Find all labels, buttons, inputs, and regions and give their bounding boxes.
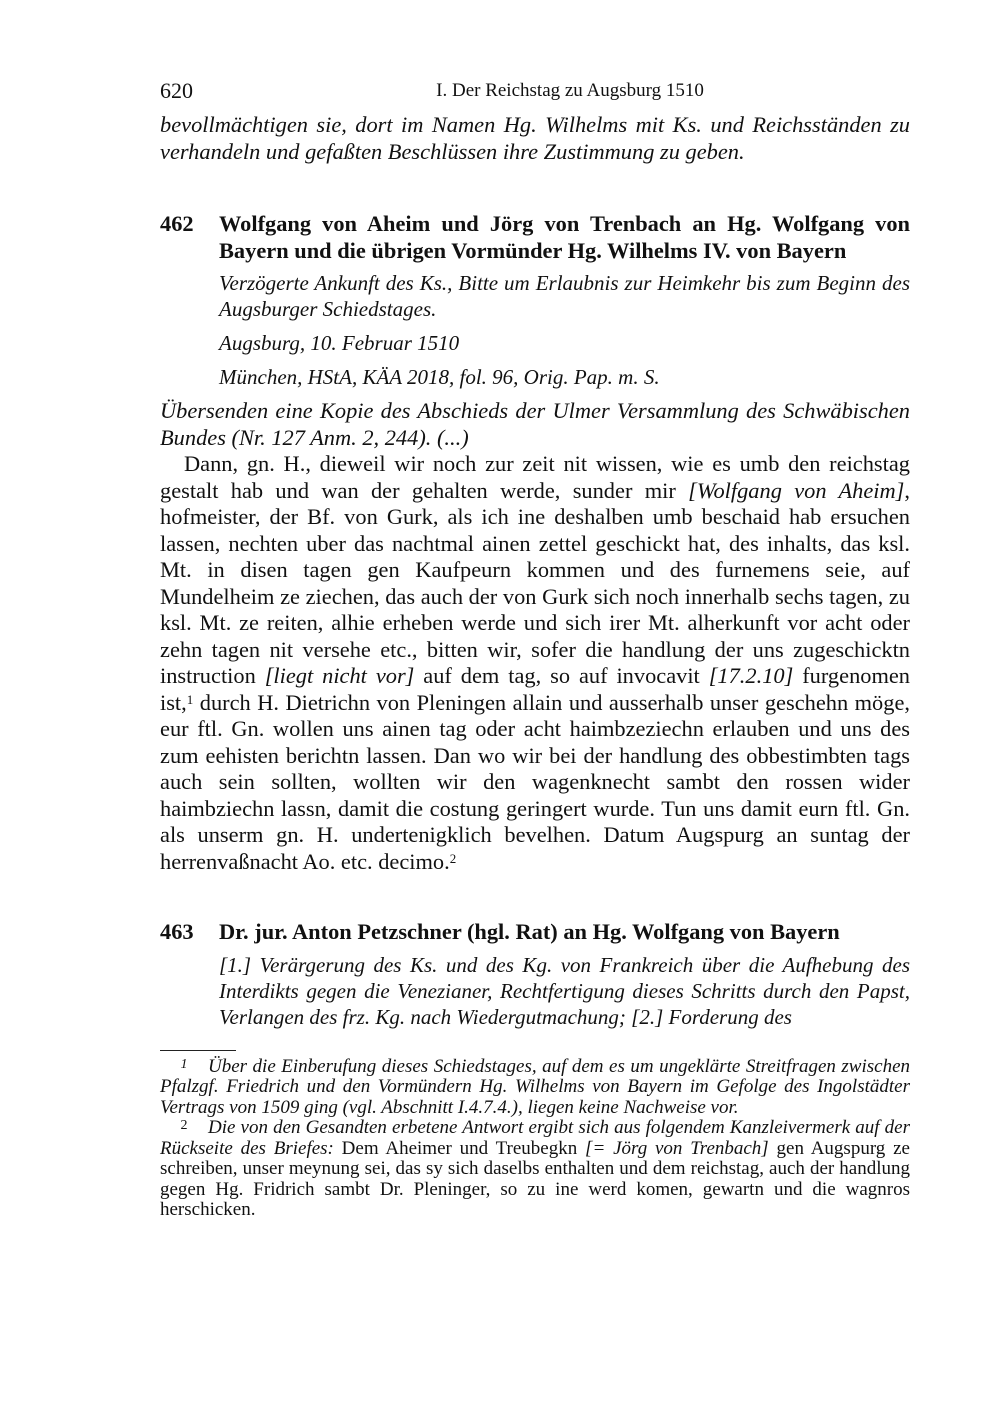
footnote-ref-2[interactable]: 2 — [449, 850, 457, 866]
footnote-number: 1 — [180, 1056, 188, 1072]
page-number: 620 — [160, 78, 193, 103]
footnote-1 — [160, 1057, 910, 1119]
editorial-note: [Wolfgang von Aheim] — [688, 477, 905, 503]
text-segment: furgenomen ist, — [160, 663, 911, 715]
running-header — [160, 78, 910, 108]
source-reference: München, HStA, KÄA 2018, fol. 96, Orig. Pap. m. S. — [219, 365, 660, 389]
footnote-2 — [160, 1118, 910, 1221]
page — [160, 78, 910, 1221]
editorial-note: [= Jörg von Trenbach] — [585, 1137, 769, 1159]
text-segment: Dann, gn. H., dieweil wir noch zur zeit nit wissen, wie es umb den reichstag gestalt hab und wan der gehalten werde, sunder mir — [160, 451, 910, 503]
editorial-note: [17.2.10] — [708, 663, 794, 688]
document-heading: Dr. jur. Anton Petzschner (hgl. Rat) an Hg. Wolfgang von Bayern — [219, 919, 840, 944]
footnote-text: Dem Aheimer und Treubegkn — [333, 1137, 586, 1159]
footnote-text: Die von den Gesandten erbetene Antwort ergibt sich aus folgendem Kanzleivermerk auf der Rückseite des Briefes: — [160, 1117, 910, 1159]
regest: Verzögerte Ankunft des Ks., Bitte um Erlaubnis zur Heimkehr bis zum Beginn des Augsburger Schiedstages. — [219, 271, 910, 321]
editorial-note: [liegt nicht vor] — [264, 663, 415, 688]
regest: [1.] Verärgerung des Ks. und des Kg. von Frankreich über die Aufhebung des Interdikts gegen die Venezianer, Rechtfertigung dieses Schritts durch den Papst, Verlangen des frz. Kg. nach Wiedergutmachung; [2.] Forderung des — [219, 952, 910, 1029]
footnote-number: 2 — [180, 1118, 188, 1133]
footnote-text: gen Augspurg ze schreiben, unser meynung sei, das sy sich daselbs enthalten und dem reichstag, auch der handlung gegen Hg. Fridrich sambt Dr. Pleninger, so zu ine werd komen, gewartn und die wagnros herschicken. — [160, 1137, 910, 1220]
intro-text: bevollmächtigen sie, dort im Namen Hg. Wilhelms mit Ks. und Reichsständen zu verhandeln und gefaßten Beschlüssen ihre Zustimmung zu geben. — [160, 112, 910, 164]
text-segment: , hofmeister, der Bf. von Gurk, als ich ine deshalben umb beschaid hab ersuchen lassen, nechten uber das nachtmal ainen zettel geschickt hat, des inhalts, das ksl. Mt. in disen tagen gen Kaufpeurn kommen und des furnemens seie, auf Mundelheim ze ziechen, das auch der von Gurk sich noch innerhalb sechs tagen, zu ksl. Mt. ze reiten, alhie erheben werde und sich irer Mt. alherkunft vor acht oder zehn tagen nit versehe etc., bitten wir, sofer die handlung der uns zugeschicktn instruction — [160, 477, 910, 688]
footnote-text: Über die Einberufung dieses Schiedstages, auf dem es um ungeklärte Streitfragen zwischen Pfalzgf. Friedrich und den Vormündern Hg. Wilhelms von Bayern im Gefolge des Ingolstädter Vertrags von 1509 ging (vgl. Abschnitt I.4.7.4.), liegen keine Nachweise vor. — [160, 1055, 910, 1118]
footnote-ref-1[interactable]: 1 — [186, 691, 194, 707]
running-title: I. Der Reichstag zu Augsburg 1510 — [436, 80, 704, 101]
document-number: 462 — [160, 211, 194, 236]
text-segment: auf dem tag, so auf invocavit — [414, 663, 709, 688]
document-463 — [160, 919, 910, 1030]
letter-text — [160, 451, 910, 875]
text-segment: durch H. Dietrichn von Pleningen allain und ausserhalb unser geschehn möge, eur ftl. Gn. wollen uns ainen tag oder acht haimbzeziechn erlauben und uns des zum eehisten berichtn lassen. Dan wo wir bei der handlung des obbestimbten tags auch sein sollten, wollten wir den wagenknecht sambt den rossen wider haimbziechn lassn, damit die costung geringert wurde. Tun uns damit eurn ftl. Gn. als unserm gn. H. undertenigklich bevelhen. Datum Augspurg an suntag der herrenvaßnacht Ao. etc. decimo. — [160, 689, 910, 874]
document-462 — [160, 211, 910, 390]
summary: Übersenden eine Kopie des Abschieds der Ulmer Versammlung des Schwäbischen Bundes (Nr. 127 Anm. 2, 244). (...) — [160, 398, 910, 450]
footnote-rule — [160, 1050, 236, 1051]
document-heading: Wolfgang von Aheim und Jörg von Trenbach an Hg. Wolfgang von Bayern und die übrigen Vormünder Hg. Wilhelms IV. von Bayern — [219, 211, 910, 263]
place-date: Augsburg, 10. Februar 1510 — [219, 331, 460, 355]
document-number: 463 — [160, 919, 194, 944]
